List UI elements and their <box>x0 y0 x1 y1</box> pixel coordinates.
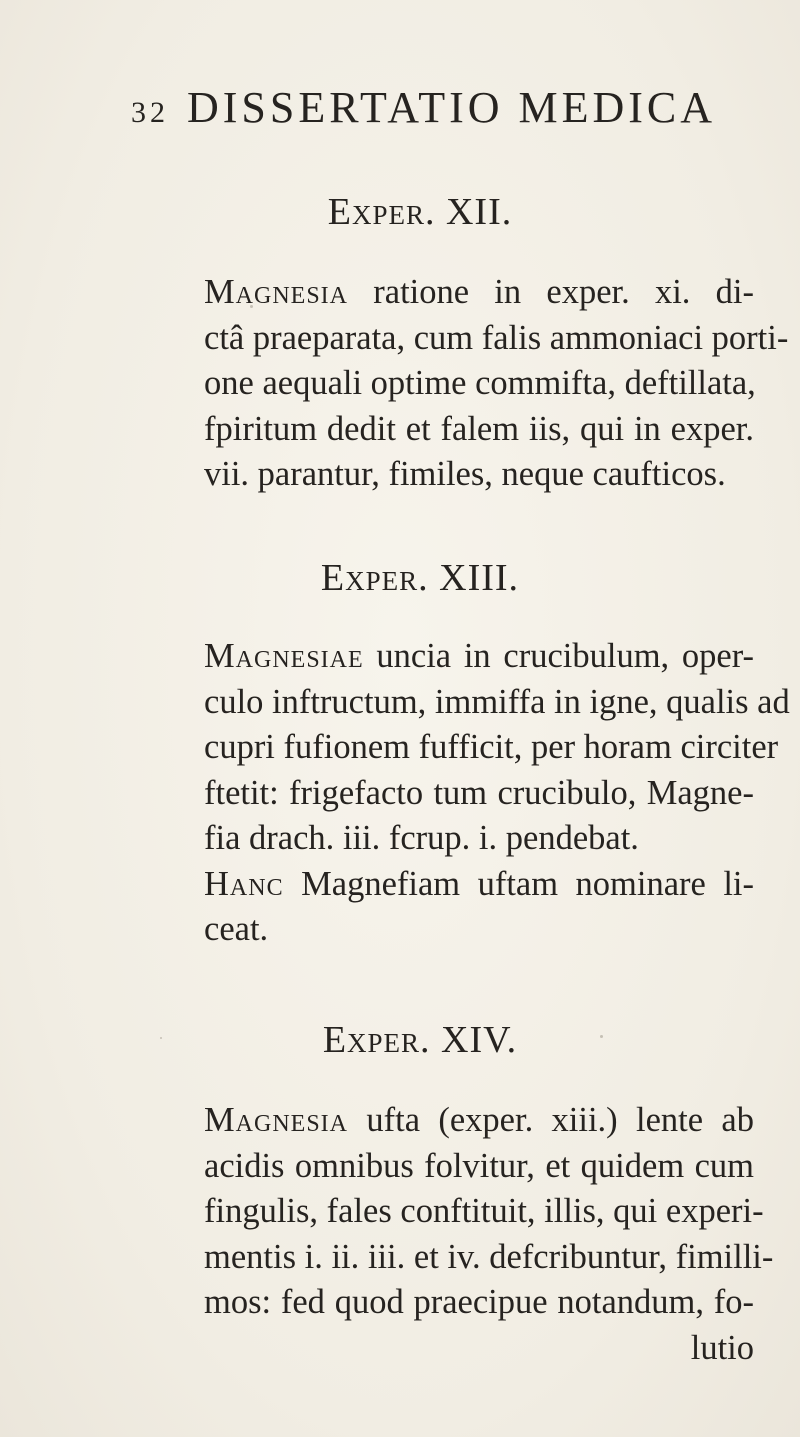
paper-speck <box>600 1035 603 1038</box>
catchword: lutio <box>690 1328 754 1367</box>
text-line: fia drach. iii. fcrup. i. pendebat. <box>204 819 639 857</box>
text-line: Magnesia ratione in exper. xi. di- <box>204 273 754 311</box>
text-line: mentis i. ii. iii. et iv. defcribuntur, fimilli- <box>204 1237 774 1276</box>
paper-speck <box>160 1037 162 1039</box>
text-line: Hanc Magnefiam uftam nominare li- <box>204 864 754 903</box>
text-line: fingulis, fales conftituit, illis, qui experi- <box>204 1192 764 1230</box>
text-line: cupri fufionem fufficit, per horam circiter <box>204 728 779 766</box>
text-line: mos: fed quod praecipue notandum, fo- <box>204 1283 754 1321</box>
text-line: Magnesia ufta (exper. xiii.) lente ab <box>204 1101 754 1139</box>
text-line: ceat. <box>204 910 269 948</box>
text-line: Magnesiae uncia in crucibulum, oper- <box>204 637 754 675</box>
text-line: acidis omnibus folvitur, et quidem cum <box>204 1146 754 1185</box>
text-line: vii. parantur, fimiles, neque caufticos. <box>204 455 726 493</box>
experiment-title: Exper. XIII. <box>320 557 520 599</box>
running-head <box>131 82 717 133</box>
text-line: culo inftructum, immiffa in igne, qualis ad <box>204 682 790 721</box>
text-line: fpiritum dedit et falem iis, qui in exper. <box>204 409 754 448</box>
experiment-paragraph <box>204 270 789 498</box>
experiment-paragraph <box>204 1098 774 1371</box>
experiment-paragraph <box>204 634 790 953</box>
text-line: one aequali optime commifta, deftillata, <box>204 364 756 402</box>
running-title: DISSERTATIO MEDICA <box>187 83 717 132</box>
text-line: ctâ praeparata, cum falis ammoniaci porti- <box>204 318 789 357</box>
paper-speck <box>250 305 253 308</box>
experiment-title: Exper. XIV. <box>322 1019 518 1061</box>
experiment-title: Exper. XII. <box>327 191 513 233</box>
page-number: 32 <box>131 96 169 129</box>
text-line: ftetit: frigefacto tum crucibulo, Magne- <box>204 773 754 812</box>
